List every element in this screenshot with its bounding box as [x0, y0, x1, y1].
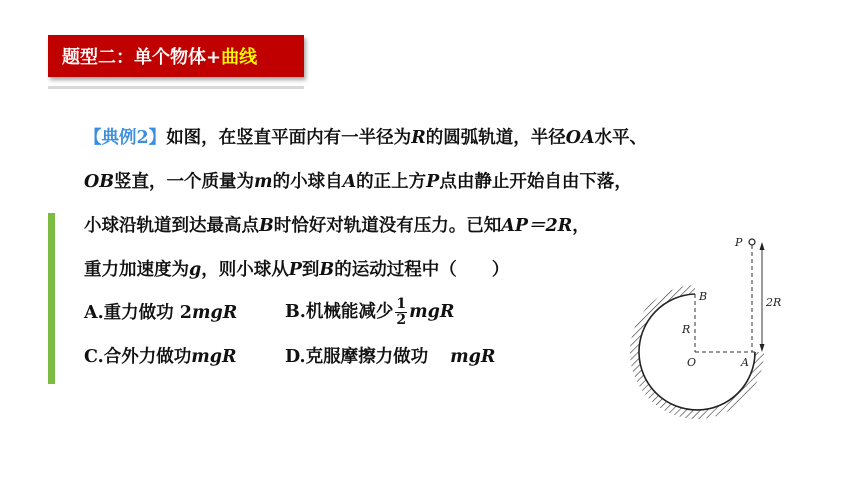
text: 时恰好对轨道没有压力。已知 — [273, 216, 502, 236]
var-g: g — [189, 260, 202, 280]
text: 到 — [301, 260, 320, 280]
label-P: P — [735, 236, 743, 249]
text: 的圆弧轨道，半径 — [425, 128, 566, 148]
option-c-expr: mgR — [191, 347, 237, 367]
text: 水平、 — [594, 128, 648, 148]
section-title-main: 题型二：单个物体+ — [62, 47, 222, 68]
example-tag: 【典例2】 — [84, 128, 167, 148]
label-O: O — [687, 356, 697, 369]
option-d-label: D.克服摩擦力做功 — [285, 347, 429, 367]
text: ， — [572, 216, 590, 236]
option-b-expr: mgR — [409, 302, 455, 322]
text: 的小球自 — [272, 172, 343, 192]
var-R: R — [411, 128, 426, 148]
var-B: B — [319, 260, 335, 280]
label-A: A — [741, 356, 749, 369]
text: 重力加速度为 — [84, 260, 189, 280]
text: 如图，在竖直平面内有一半径为 — [166, 128, 412, 148]
option-a-label: A.重力做功 2 — [84, 303, 192, 323]
var-P: P — [426, 172, 440, 192]
var-P: P — [288, 260, 302, 280]
option-d-expr: mgR — [450, 347, 496, 367]
var-A: A — [342, 172, 357, 192]
text: ，则小球从 — [201, 260, 289, 280]
label-R: R — [682, 323, 691, 336]
ball-at-P — [749, 239, 755, 245]
text: 竖直，一个质量为 — [114, 172, 255, 192]
text: 的正上方 — [356, 172, 427, 192]
fraction-numerator: 1 — [396, 296, 407, 312]
option-b-label: B.机械能减少 — [285, 302, 394, 322]
text: 的运动过程中（ ） — [334, 260, 510, 280]
label-2R: 2R — [766, 296, 782, 309]
var-OB: OB — [84, 172, 115, 192]
var-m: m — [254, 172, 273, 192]
section-title-highlight: 曲线 — [221, 47, 258, 68]
equation: AP＝2R — [501, 216, 573, 236]
text: 小球沿轨道到达最高点 — [84, 216, 259, 236]
var-OA: OA — [565, 128, 595, 148]
fraction-denominator: 2 — [396, 312, 407, 328]
var-B: B — [259, 216, 274, 236]
text: 点由静止开始自由下落， — [439, 172, 632, 192]
label-B: B — [699, 290, 708, 303]
option-a-expr: mgR — [191, 303, 238, 323]
option-c-label: C.合外力做功 — [84, 347, 192, 367]
